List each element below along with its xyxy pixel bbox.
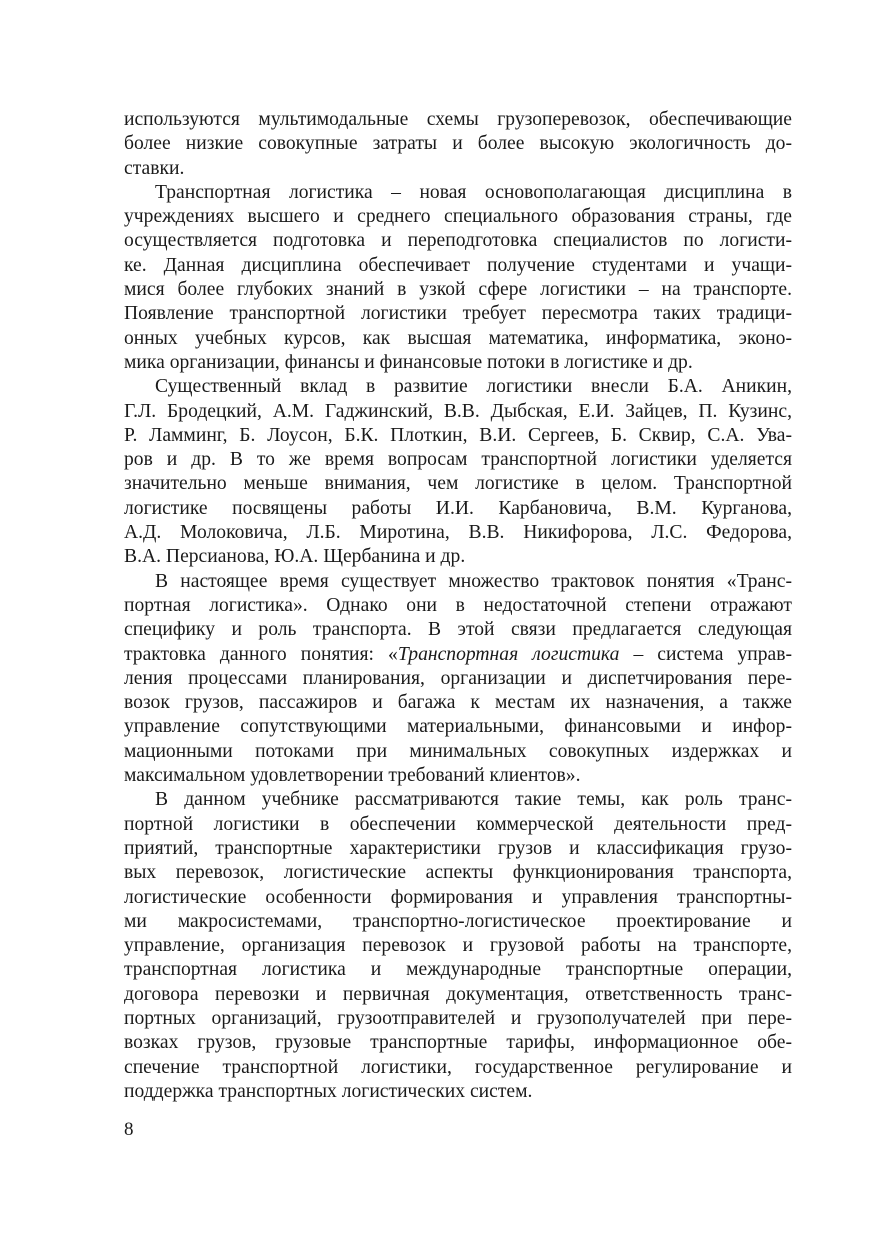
text-line: специфику и роль транспорта. В этой связи предлагается следующая — [124, 619, 792, 641]
document-body — [124, 108, 792, 1104]
text-line: мационными потоками при минимальных совокупных издержках и — [124, 740, 792, 762]
text-line: осуществляется подготовка и переподготовка специалистов по логисти- — [124, 230, 792, 252]
text-line: ми макросистемами, транспортно-логистическое проектирование и — [124, 910, 792, 932]
text-line: максимальном удовлетворении требований клиентов». — [124, 765, 581, 787]
text-line: логистические особенности формирования и управления транспортны- — [124, 886, 792, 908]
text-line: используются мультимодальные схемы грузоперевозок, обеспечивающие — [124, 109, 792, 130]
text-line: управление, организация перевозок и грузовой работы на транспорте, — [124, 935, 792, 957]
text-line: управление сопутствующими материальными, финансовыми и инфор- — [124, 716, 792, 738]
page-number: 8 — [124, 1119, 134, 1140]
text-line: вых перевозок, логистические аспекты функционирования транспорта, — [124, 862, 792, 884]
text-line: более низкие совокупные затраты и более высокую экологичность до- — [124, 133, 792, 155]
text-fragment: – система управ- — [619, 643, 792, 665]
text-line: ров и др. В то же время вопросам транспортной логистики уделяется — [124, 449, 792, 471]
text-fragment: трактовка данного понятия: « — [124, 643, 398, 665]
text-line: мика организации, финансы и финансовые потоки в логистике и др. — [124, 351, 693, 373]
text-line: В настоящее время существует множество трактовок понятия «Транс- — [155, 570, 792, 592]
text-line: Появление транспортной логистики требует пересмотра таких традици- — [124, 303, 792, 325]
text-line: ления процессами планирования, организации и диспетчирования пере- — [124, 667, 792, 689]
text-line: приятий, транспортные характеристики грузов и классификация грузо- — [124, 837, 792, 859]
text-line: транспортная логистика и международные транспортные операции, — [124, 959, 792, 981]
text-line: ке. Данная дисциплина обеспечивает получение студентами и учащи- — [124, 254, 792, 276]
defined-term: Транспортная логистика — [397, 643, 620, 665]
text-line: портной логистики в обеспечении коммерческой деятельности пред- — [124, 813, 792, 835]
text-line: Транспортная логистика – новая основополагающая дисциплина в — [155, 181, 792, 203]
text-line: В.А. Персианова, Ю.А. Щербанина и др. — [124, 546, 466, 568]
text-line: мися более глубоких знаний в узкой сфере логистики – на транспорте. — [124, 279, 792, 301]
text-line: ставки. — [124, 157, 185, 179]
text-line: Р. Ламминг, Б. Лоусон, Б.К. Плоткин, В.И. Сергеев, Б. Сквир, С.А. Ува- — [124, 424, 792, 446]
text-line: портная логистика». Однако они в недостаточной степени отражают — [124, 594, 792, 616]
text-line: договора перевозки и первичная документация, ответственность транс- — [124, 983, 792, 1005]
text-line-with-definition — [124, 643, 792, 667]
text-line: спечение транспортной логистики, государственное регулирование и — [124, 1056, 792, 1078]
text-line: возок грузов, пассажиров и багажа к местам их назначения, а также — [124, 692, 792, 714]
text-line: возках грузов, грузовые транспортные тарифы, информационное обе- — [124, 1032, 792, 1054]
text-line: логистике посвящены работы И.И. Карбановича, В.М. Курганова, — [124, 497, 792, 519]
text-line: Г.Л. Бродецкий, А.М. Гаджинский, В.В. Дыбская, Е.И. Зайцев, П. Кузинс, — [124, 400, 792, 422]
text-line: онных учебных курсов, как высшая математика, информатика, эконо- — [124, 327, 792, 349]
text-line: значительно меньше внимания, чем логистике в целом. Транспортной — [124, 473, 792, 495]
text-line: А.Д. Молоковича, Л.Б. Миротина, В.В. Никифорова, Л.С. Федорова, — [124, 522, 792, 544]
text-line: В данном учебнике рассматриваются такие темы, как роль транс- — [155, 789, 792, 811]
text-line: Существенный вклад в развитие логистики внесли Б.А. Аникин, — [155, 376, 792, 398]
text-line: поддержка транспортных логистических систем. — [124, 1080, 533, 1102]
text-line: портных организаций, грузоотправителей и грузополучателей при пере- — [124, 1007, 792, 1029]
text-line: учреждениях высшего и среднего специального образования страны, где — [124, 206, 792, 228]
